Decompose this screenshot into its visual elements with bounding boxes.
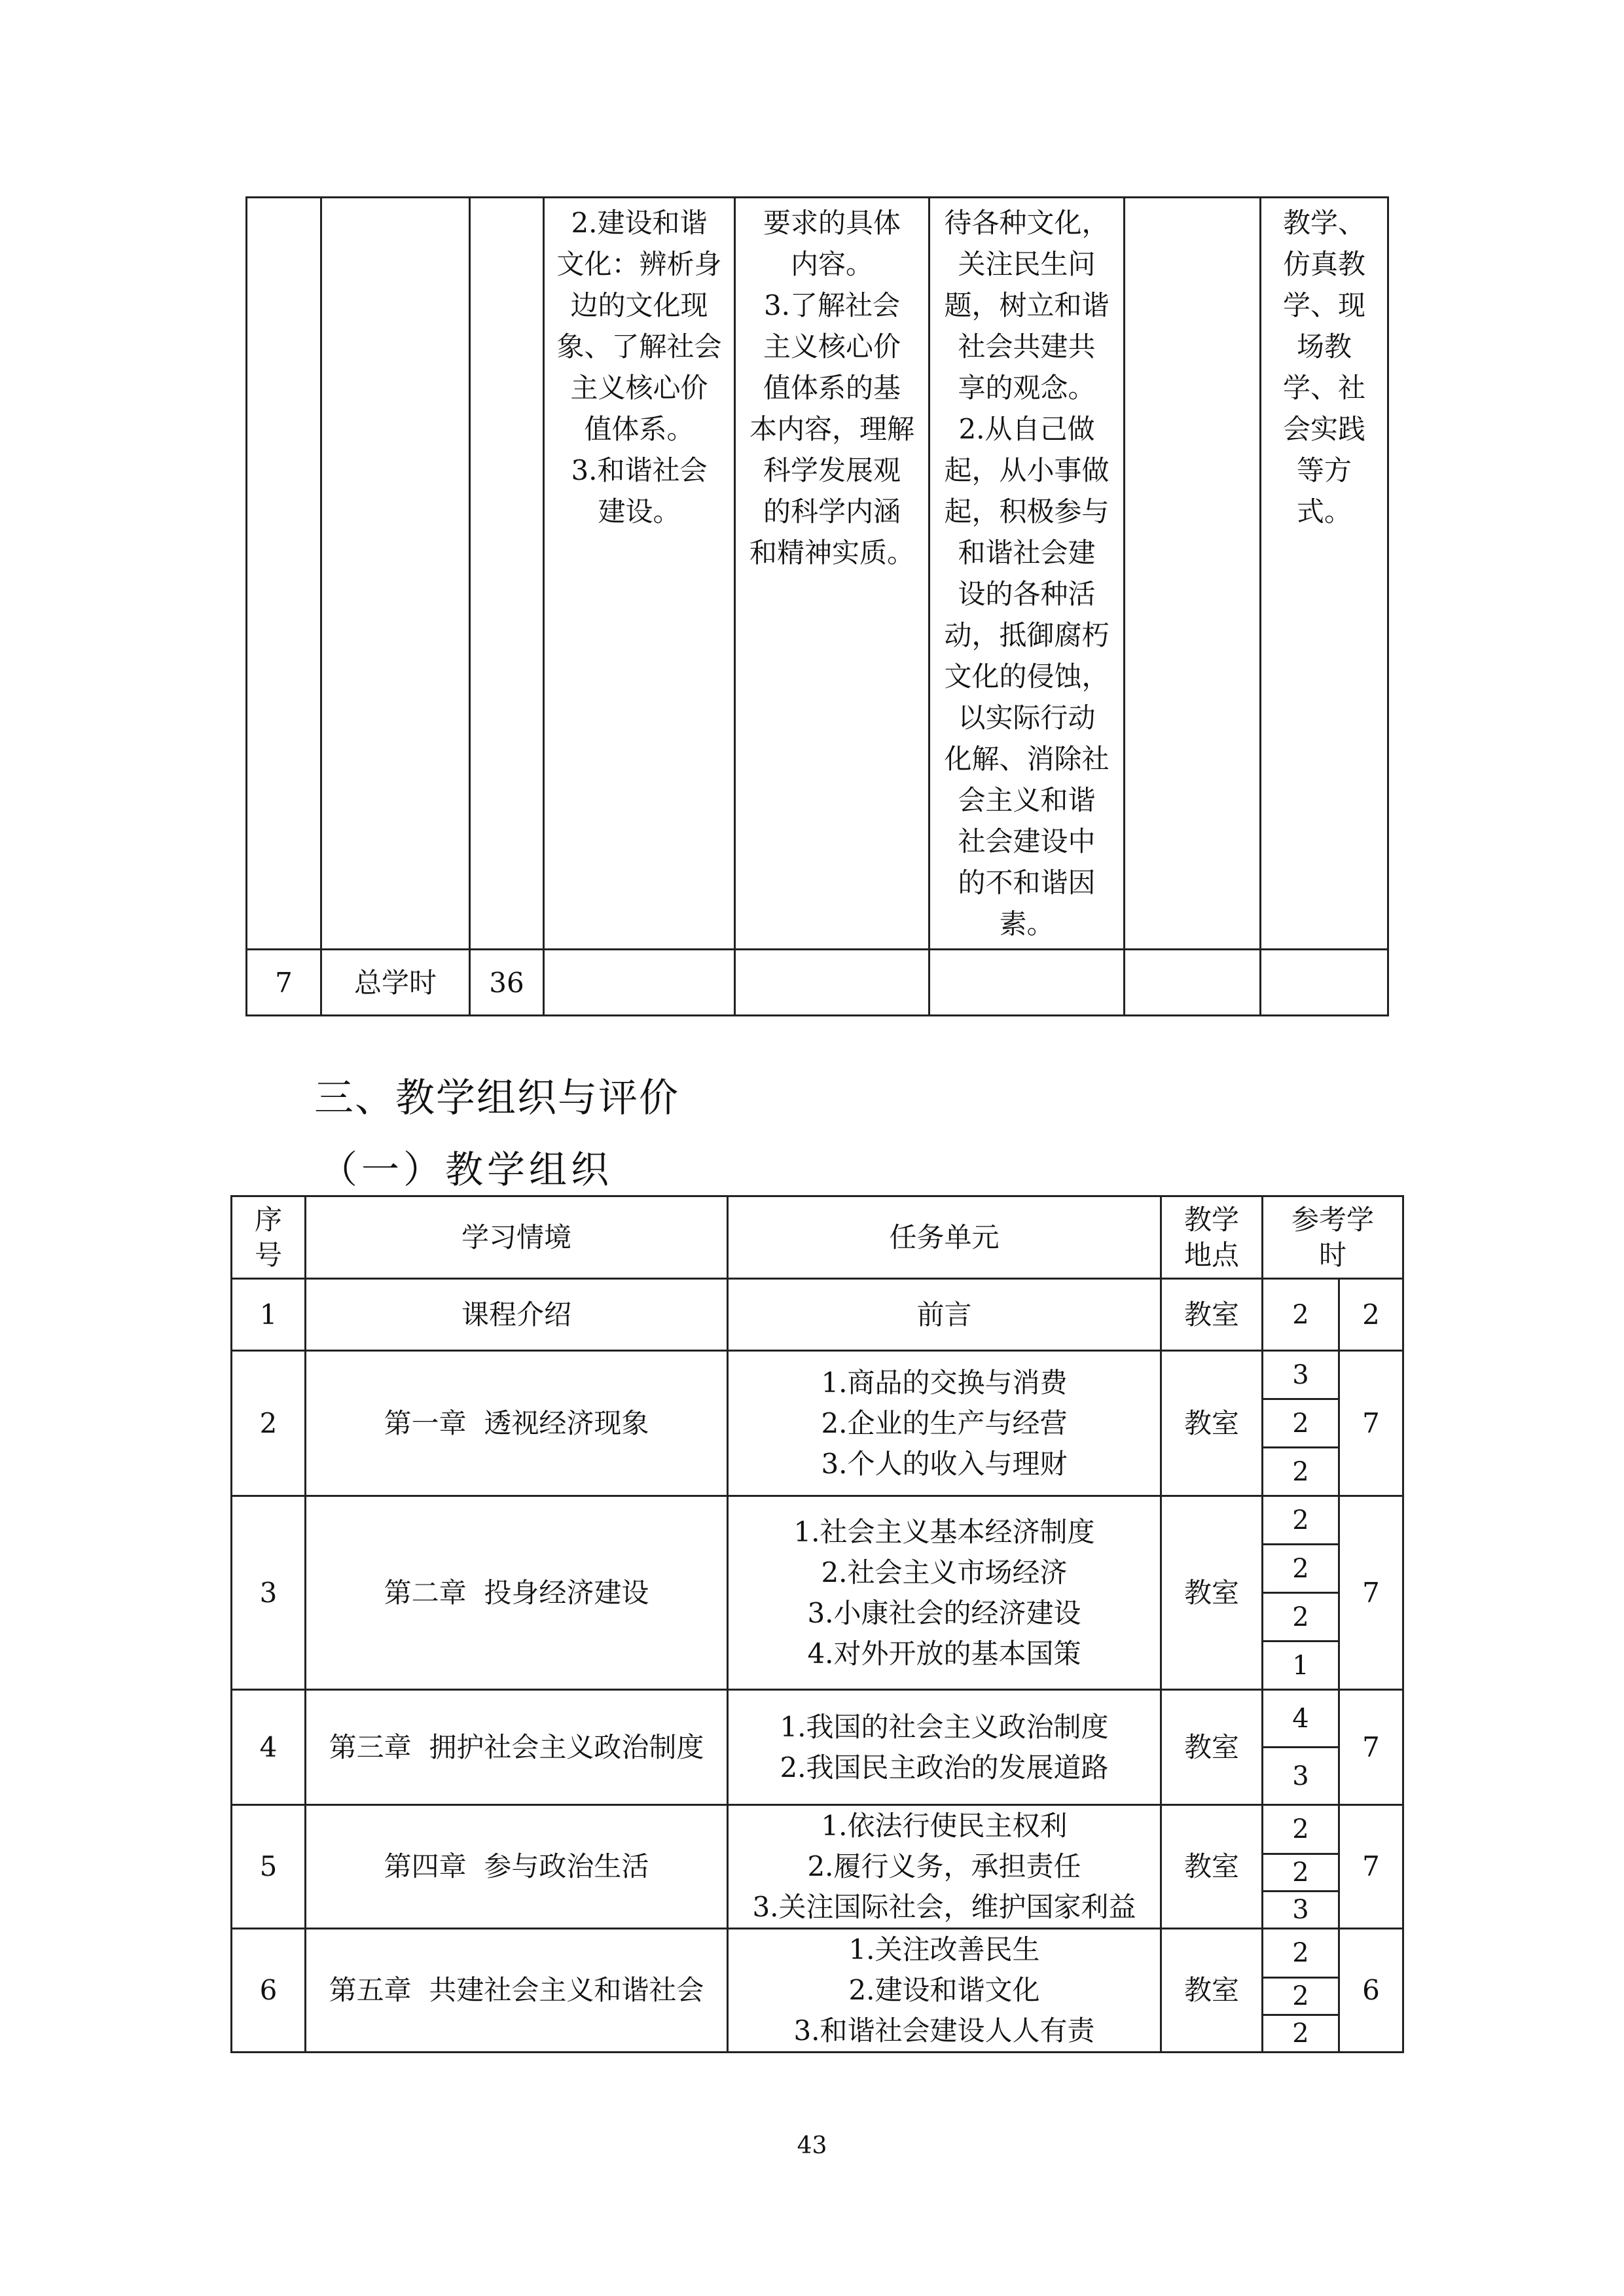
cell-line: 会实践 (1282, 413, 1365, 445)
table-cell (544, 198, 735, 950)
unit-item: 3.关注国际社会，维护国家利益 (752, 1891, 1136, 1923)
unit-list (729, 1929, 1160, 2051)
cell-line: 和谐社会建 (958, 537, 1096, 569)
cell-line: 2.从自己做 (958, 413, 1095, 445)
row-location: 教室 (1161, 1929, 1263, 2053)
table-cell (735, 198, 929, 950)
row-total-hours: 7 (1339, 1690, 1403, 1805)
cell-line: 会主义和谐 (958, 784, 1096, 816)
table-cell (1261, 198, 1388, 950)
teaching-organization-table (230, 1195, 1404, 2053)
cell-line: 文化的侵蚀， (944, 660, 1110, 692)
cell-line: 题，树立和谐 (944, 289, 1110, 321)
row-units (728, 1929, 1161, 2053)
unit-item: 前言 (916, 1298, 972, 1331)
table-cell (470, 198, 544, 950)
section-heading: 三、教学组织与评价 (314, 1075, 679, 1121)
unit-item: 1.社会主义基本经济制度 (793, 1515, 1095, 1548)
row-location: 教室 (1161, 1279, 1263, 1351)
cell-line: 主义核心价 (763, 331, 901, 363)
cell-line: 学、现 (1282, 289, 1365, 321)
cell-line: 待各种文化， (944, 207, 1110, 239)
cell-line: 2.建设和谐 (571, 207, 708, 239)
cell-line: 设的各种活 (958, 578, 1096, 610)
cell-text (930, 198, 1123, 948)
table-header-row (232, 1196, 1403, 1279)
cell-line: 社会建设中 (958, 825, 1096, 857)
cell-text (1261, 198, 1387, 536)
unit-item: 3.小康社会的经济建设 (807, 1596, 1081, 1629)
unit-item: 2.我国民主政治的发展道路 (780, 1751, 1109, 1784)
unit-hours: 2 (1263, 1279, 1339, 1351)
table-row (232, 1805, 1403, 1854)
cell-line: 边的文化现 (570, 289, 708, 321)
row-situation: 第三章 拥护社会主义政治制度 (306, 1690, 728, 1805)
cell-line: 主义核心价 (570, 372, 708, 404)
unit-hours: 2 (1263, 1545, 1339, 1593)
row-situation: 第五章 共建社会主义和谐社会 (306, 1929, 728, 2053)
unit-item: 4.对外开放的基本国策 (807, 1637, 1081, 1670)
cell-line: 起，积极参与 (944, 495, 1110, 528)
table-row (232, 1929, 1403, 1978)
unit-hours: 2 (1263, 1593, 1339, 1641)
table-cell (321, 198, 470, 950)
total-hours: 36 (470, 950, 544, 1016)
cell-line: 以实际行动 (958, 702, 1096, 734)
unit-item: 1.关注改善民生 (848, 1933, 1040, 1965)
row-index: 5 (232, 1805, 306, 1929)
cell-line: 学、社 (1282, 372, 1365, 404)
row-units (728, 1690, 1161, 1805)
row-situation: 第二章 投身经济建设 (306, 1496, 728, 1690)
cell-line: 值体系。 (584, 413, 695, 445)
unit-list (729, 1806, 1160, 1928)
cell-line: 本内容，理解 (749, 413, 914, 445)
row-situation: 第四章 参与政治生活 (306, 1805, 728, 1929)
unit-item: 2.建设和谐文化 (848, 1974, 1040, 2006)
unit-list (729, 1363, 1160, 1484)
unit-hours: 2 (1263, 1448, 1339, 1496)
header-situation: 学习情境 (306, 1196, 728, 1279)
curriculum-table-continued (245, 196, 1389, 1016)
cell-line: 内容。 (790, 248, 873, 280)
unit-hours: 3 (1263, 1351, 1339, 1399)
unit-item: 2.社会主义市场经济 (821, 1556, 1068, 1588)
cell-line: 素。 (999, 908, 1055, 940)
cell-line: 象、了解社会 (556, 331, 722, 363)
row-index: 2 (232, 1351, 306, 1496)
table-cell (929, 950, 1125, 1016)
row-units (728, 1279, 1161, 1351)
unit-item: 2.企业的生产与经营 (821, 1407, 1068, 1439)
row-total-hours: 7 (1339, 1351, 1403, 1496)
header-location: 教学地点 (1161, 1196, 1263, 1279)
cell-line: 教学、 (1282, 207, 1365, 239)
cell-line: 化解、消除社 (944, 743, 1110, 775)
table-cell (1125, 198, 1261, 950)
cell-line: 和精神实质。 (749, 537, 914, 569)
row-location: 教室 (1161, 1805, 1263, 1929)
subsection-heading: （一）教学组织 (319, 1147, 613, 1192)
header-index: 序号 (232, 1196, 306, 1279)
cell-line: 3.和谐社会 (571, 454, 708, 486)
unit-hours: 2 (1263, 2015, 1339, 2053)
row-location: 教室 (1161, 1690, 1263, 1805)
unit-hours: 2 (1263, 1496, 1339, 1545)
cell-line: 的不和谐因 (958, 867, 1096, 899)
cell-line: 享的观念。 (958, 372, 1096, 404)
table-cell (1261, 950, 1388, 1016)
table-row (232, 1279, 1403, 1351)
table-row (232, 1496, 1403, 1545)
total-label: 总学时 (321, 950, 470, 1016)
total-index: 7 (247, 950, 321, 1016)
unit-hours: 2 (1263, 1805, 1339, 1854)
table-cell (1125, 950, 1261, 1016)
cell-text (736, 198, 928, 577)
table-row (232, 1351, 1403, 1399)
unit-item: 1.依法行使民主权利 (821, 1810, 1068, 1842)
unit-hours: 4 (1263, 1690, 1339, 1748)
unit-hours: 2 (1263, 1929, 1339, 1978)
cell-line: 文化：辨析身 (556, 248, 722, 280)
cell-line: 的科学内涵 (763, 495, 901, 528)
unit-item: 1.商品的交换与消费 (821, 1366, 1068, 1399)
unit-item: 3.个人的收入与理财 (821, 1447, 1068, 1480)
unit-hours: 1 (1263, 1641, 1339, 1690)
cell-line: 社会共建共 (958, 331, 1096, 363)
cell-line: 关注民生问 (958, 248, 1096, 280)
unit-list (729, 1295, 1160, 1335)
table-row (232, 1690, 1403, 1748)
row-situation: 第一章 透视经济现象 (306, 1351, 728, 1496)
unit-item: 3.和谐社会建设人人有责 (793, 2015, 1095, 2047)
total-row (247, 950, 1388, 1016)
unit-list (729, 1707, 1160, 1788)
row-location: 教室 (1161, 1496, 1263, 1690)
unit-item: 2.履行义务，承担责任 (807, 1850, 1081, 1882)
row-total-hours: 7 (1339, 1805, 1403, 1929)
cell-text (545, 198, 734, 536)
cell-line: 建设。 (598, 495, 681, 528)
row-total-hours: 2 (1339, 1279, 1403, 1351)
table-cell (929, 198, 1125, 950)
row-total-hours: 7 (1339, 1496, 1403, 1690)
row-total-hours: 6 (1339, 1929, 1403, 2053)
row-index: 6 (232, 1929, 306, 2053)
table-cell (247, 198, 321, 950)
table-cell (735, 950, 929, 1016)
cell-line: 动，抵御腐朽 (944, 619, 1110, 651)
cell-line: 起，从小事做 (944, 454, 1110, 486)
unit-hours: 2 (1263, 1854, 1339, 1892)
cell-line: 等方 (1296, 454, 1352, 486)
table-row (247, 198, 1388, 950)
row-index: 3 (232, 1496, 306, 1690)
cell-line: 3.了解社会 (763, 289, 901, 321)
unit-item: 1.我国的社会主义政治制度 (780, 1710, 1109, 1743)
row-units (728, 1496, 1161, 1690)
cell-line: 值体系的基 (763, 372, 901, 404)
unit-hours: 2 (1263, 1978, 1339, 2015)
row-units (728, 1351, 1161, 1496)
table-cell (544, 950, 735, 1016)
cell-line: 科学发展观 (763, 454, 901, 486)
row-index: 4 (232, 1690, 306, 1805)
row-location: 教室 (1161, 1351, 1263, 1496)
row-units (728, 1805, 1161, 1929)
row-situation: 课程介绍 (306, 1279, 728, 1351)
unit-hours: 2 (1263, 1399, 1339, 1448)
cell-line: 场教 (1296, 331, 1352, 363)
cell-line: 要求的具体 (763, 207, 901, 239)
page-number: 43 (797, 2132, 827, 2159)
unit-hours: 3 (1263, 1892, 1339, 1929)
unit-hours: 3 (1263, 1748, 1339, 1805)
unit-list (729, 1512, 1160, 1674)
cell-line: 仿真教 (1282, 248, 1365, 280)
row-index: 1 (232, 1279, 306, 1351)
header-hours: 参考学时 (1263, 1196, 1403, 1279)
header-units: 任务单元 (728, 1196, 1161, 1279)
cell-line: 式。 (1296, 495, 1352, 528)
